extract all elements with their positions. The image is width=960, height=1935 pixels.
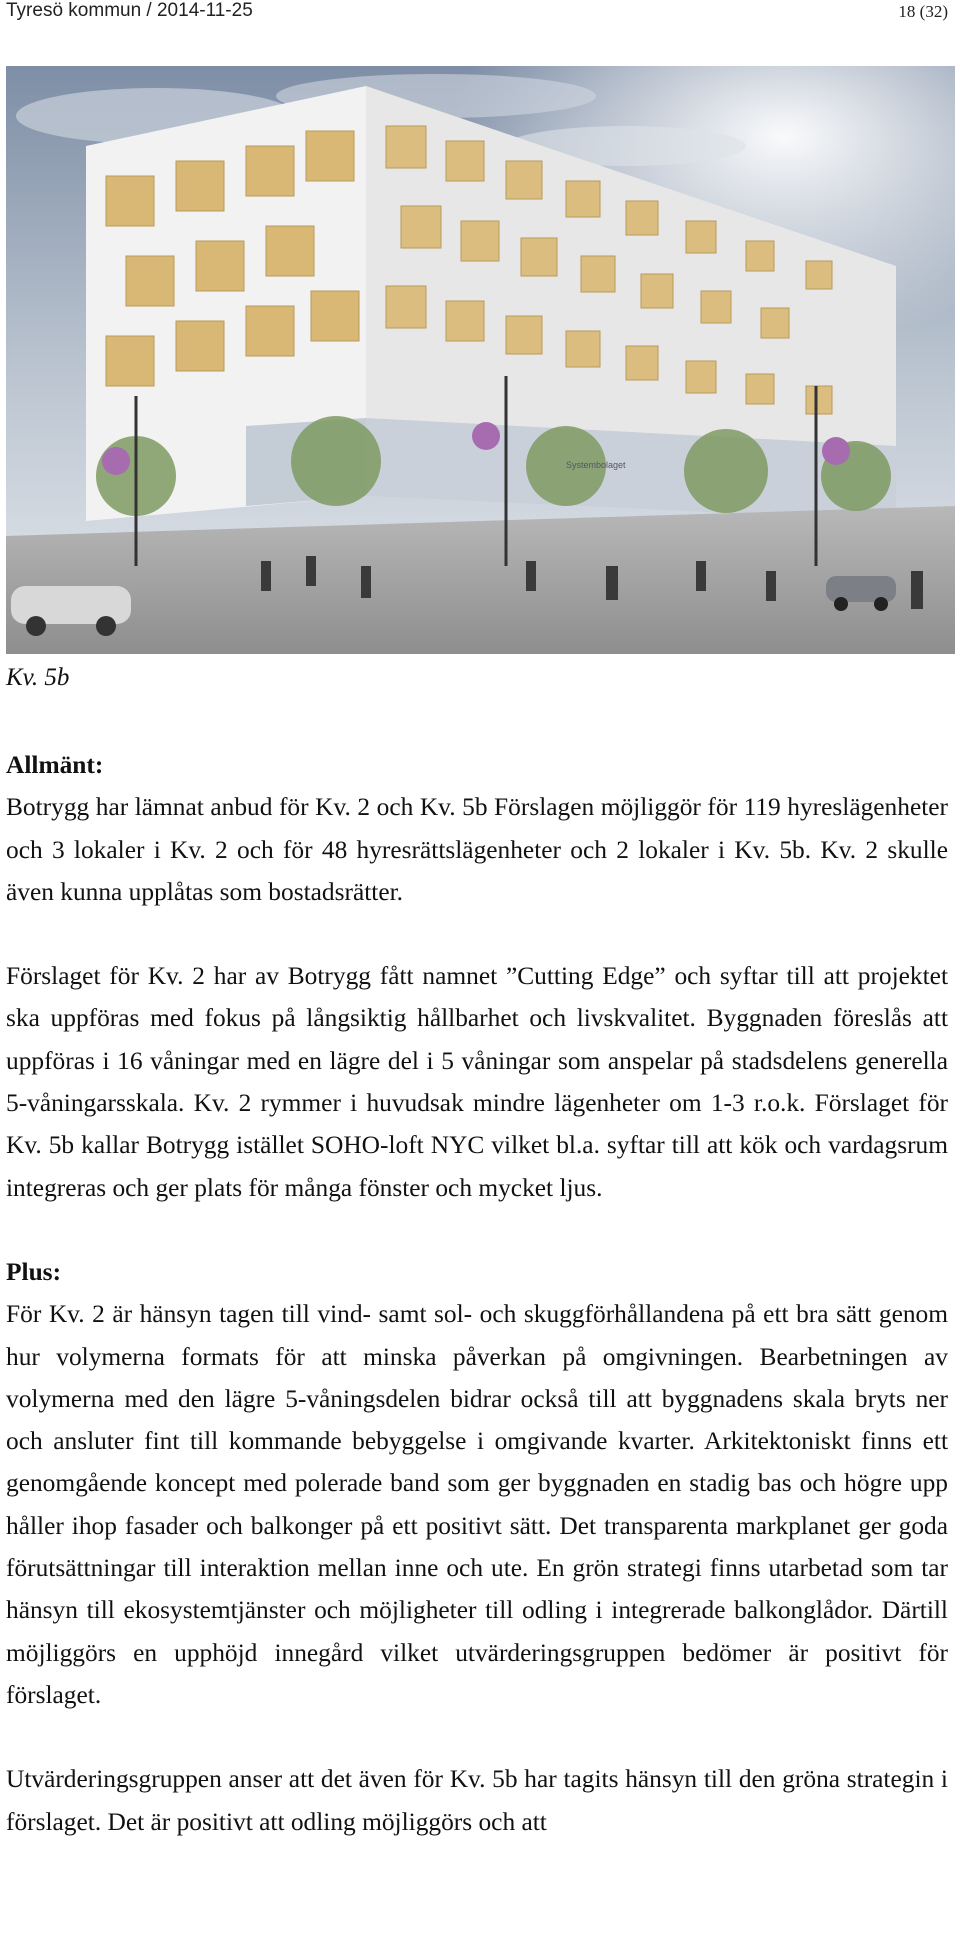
section-heading-plus: Plus: [6,1257,62,1286]
header-org-date: Tyresö kommun / 2014-11-25 [6,0,253,21]
figure-caption: Kv. 5b [6,664,70,691]
paragraph-gap [6,913,948,955]
building-rendering-image [6,66,955,654]
section-heading-allmant: Allmänt: [6,751,104,779]
storefront-sign: Systembolaget [566,460,626,470]
paragraph-gap [6,1209,948,1251]
paragraph-plus-1: För Kv. 2 är hänsyn tagen till vind- samt sol- och skuggförhållandena på ett bra sätt genom hur volymerna formats för att minska påverkan på omgivningen. Bearbetningen av volymerna med den lägre 5-våningsdelen bidrar också till att byggnadens skala bryts ner och ansluter fint till kommande bebyggelse i omgivande kvarter. Arkitektoniskt finns ett genomgående koncept med polerade band som ger byggnaden en stadig bas och högre upp håller ihop fasader och balkonger på ett positivt sätt. Det transparenta markplanet ger goda förutsättningar till interaktion mellan inne och ute. En grön strategi finns utarbetad som tar hänsyn till ekosystemtjänster och möjligheter till odling i integrerade balkonglådor. Därtill möjliggörs en upphöjd innegård vilket utvärderingsgruppen bedömer är positivt för förslaget. [6,1300,948,1709]
paragraph-plus-2: Utvärderingsgruppen anser att det även för Kv. 5b har tagits hänsyn till den gröna strategin i förslaget. Det är positivt att odling möjliggörs och att [6,1765,948,1836]
page-number: 18 (32) [898,2,948,21]
building-rendering-svg [6,66,955,654]
paragraph-allmant-2: Förslaget för Kv. 2 har av Botrygg fått namnet ”Cutting Edge” och syftar till att projektet ska uppföras med fokus på långsiktig hållbarhet och livskvalitet. Byggnaden föreslås att uppföras i 16 våningar med en lägre del i 5 våningar som anspelar på stadsdelens generella 5-våningarsskala. Kv. 2 rymmer i huvudsak mindre lägenheter om 1-3 r.o.k. Förslaget för Kv. 5b kallar Botrygg istället SOHO-loft NYC vilket bl.a. syftar till att kök och vardagsrum integreras och ger plats för många fönster och mycket ljus. [6,962,948,1202]
page-header [6,0,948,24]
document-body [6,744,948,1843]
paragraph-gap [6,1716,948,1758]
paragraph-allmant-1: Botrygg har lämnat anbud för Kv. 2 och Kv. 5b Förslagen möjliggör för 119 hyreslägenheter och 3 lokaler i Kv. 2 och för 48 hyresrättslägenheter och 2 lokaler i Kv. 5b. Kv. 2 skulle även kunna upplåtas som bostadsrätter. [6,793,948,906]
